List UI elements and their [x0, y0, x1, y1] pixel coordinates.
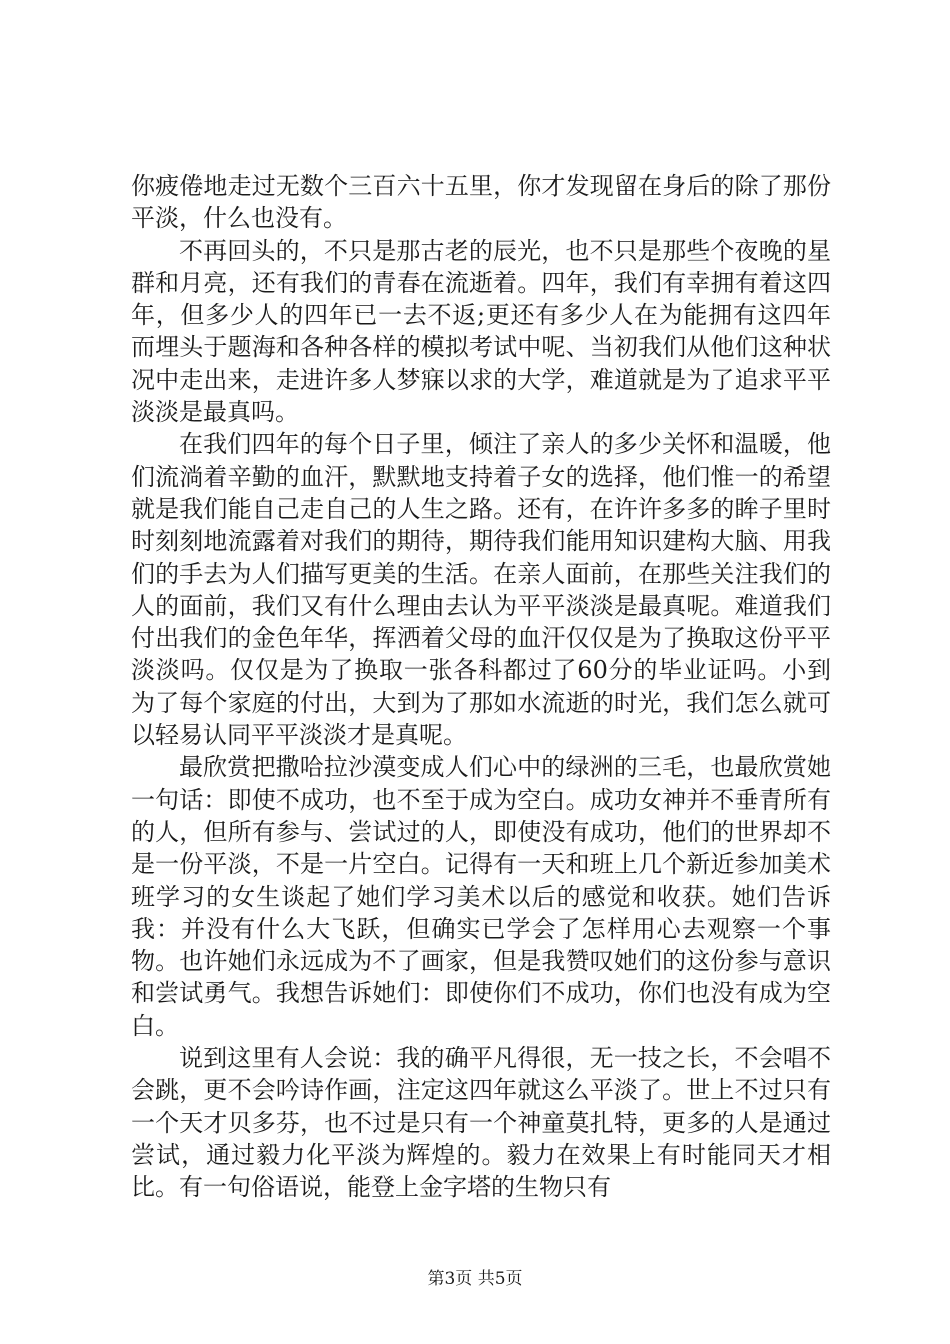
- document-body: [131, 170, 831, 1204]
- paragraph-5: 说到这里有人会说：我的确平凡得很，无一技之长，不会唱不会跳，更不会吟诗作画，注定这四年就这么平淡了。世上不过只有一个天才贝多芬，也不过是只有一个神童莫扎特，更多的人是通过尝试，通过毅力化平淡为辉煌的。毅力在效果上有时能同天才相比。有一句俗语说，能登上金字塔的生物只有: [131, 1044, 831, 1202]
- paragraph-1: 你疲倦地走过无数个三百六十五里，你才发现留在身后的除了那份平淡，什么也没有。: [131, 172, 831, 233]
- page-footer: 第3页 共5页: [427, 1269, 523, 1289]
- paragraph-2: 不再回头的，不只是那古老的辰光，也不只是那些个夜晚的星群和月亮，还有我们的青春在流逝着。四年，我们有幸拥有着这四年，但多少人的四年已一去不返;更还有多少人在为能拥有这四年而埋头于题海和各种各样的模拟考试中呢、当初我们从他们这种状况中走出来，走进许多人梦寐以求的大学，难道就是为了追求平平淡淡是最真吗。: [131, 236, 831, 427]
- paragraph-3: 在我们四年的每个日子里，倾注了亲人的多少关怀和温暖，他们流淌着辛勤的血汗，默默地支持着子女的选择，他们惟一的希望就是我们能自己走自己的人生之路。还有，在许许多多的眸子里时时刻刻地流露着对我们的期待，期待我们能用知识建构大脑、用我们的手去为人们描写更美的生活。在亲人面前，在那些关注我们的人的面前，我们又有什么理由去认为平平淡淡是最真呢。难道我们付出我们的金色年华，挥洒着父母的血汗仅仅是为了换取这份平平淡淡吗。仅仅是为了换取一张各科都过了60分的毕业证吗。小到为了每个家庭的付出，大到为了那如水流逝的时光，我们怎么就可以轻易认同平平淡淡才是真呢。: [131, 430, 831, 750]
- paragraph-4: 最欣赏把撒哈拉沙漠变成人们心中的绿洲的三毛，也最欣赏她一句话：即使不成功，也不至于成为空白。成功女神并不垂青所有的人，但所有参与、尝试过的人，即使没有成功，他们的世界却不是一份平淡，不是一片空白。记得有一天和班上几个新近参加美术班学习的女生谈起了她们学习美术以后的感觉和收获。她们告诉我：并没有什么大飞跃，但确实已学会了怎样用心去观察一个事物。也许她们永远成为不了画家，但是我赞叹她们的这份参与意识和尝试勇气。我想告诉她们：即使你们不成功，你们也没有成为空白。: [131, 753, 831, 1040]
